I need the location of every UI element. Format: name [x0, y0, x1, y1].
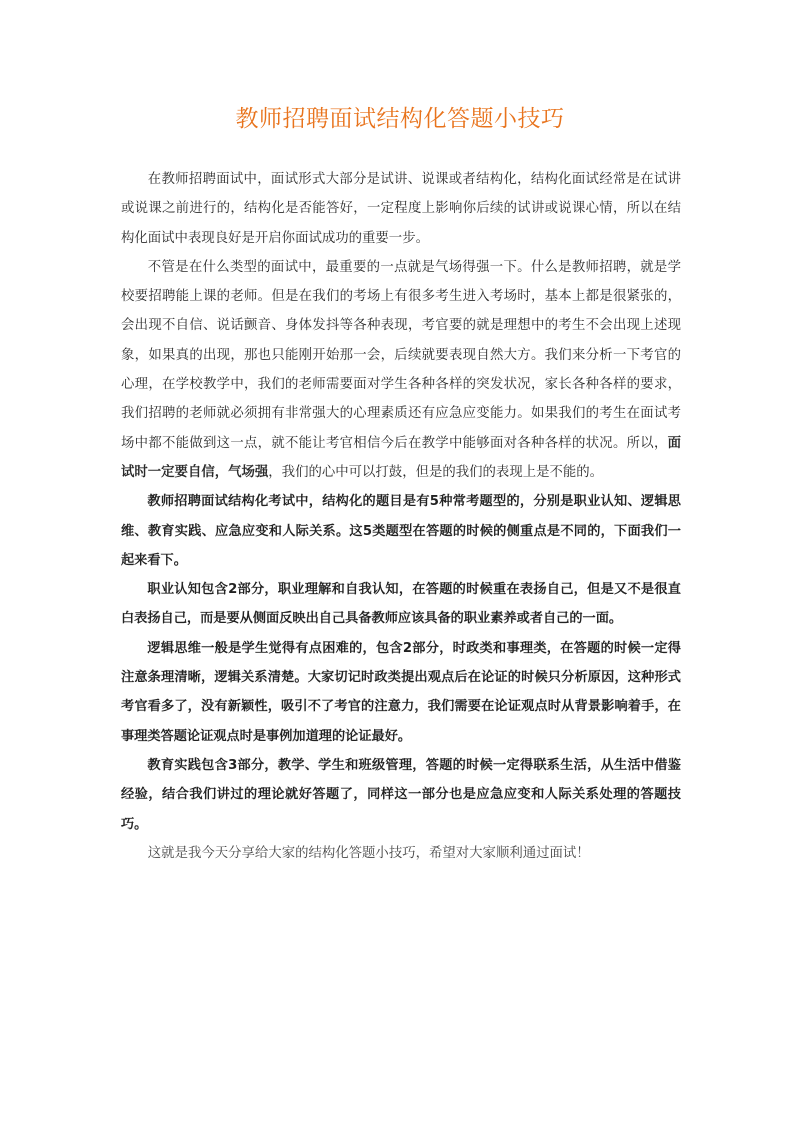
- paragraph-closing: 这就是我今天分享给大家的结构化答题小技巧，希望对大家顺利通过面试！: [147, 845, 590, 861]
- paragraph-career-cognition: 职业认知包含2部分，职业理解和自我认知，在答题的时候重在表扬自己，但是又不是很直白表扬自己，而是要从侧面反映出自己具备教师应该具备的职业素养或者自己的一面。: [121, 582, 681, 627]
- paragraph-confidence-text: 不管是在什么类型的面试中，最重要的一点就是气场得强一下。什么是教师招聘，就是学校要招聘能上课的老师。但是在我们的考场上有很多考生进入考场时，基本上都是很紧张的，会出现不自信、说话颤音、身体发抖等各种表现，考官要的就是理想中的考生不会出现上述现象，如果真的出现，那也只能刚开始那一会，后续就要表现自然大方。我们来分析一下考官的心理，在学校教学中，我们的老师需要面对学生各种各样的突发状况，家长各种各样的要求，我们招聘的老师就必须拥有非常强大的心理素质还有应急应变能力。如果我们的考生在面试考场中都不能做到这一点，就不能让考官相信今后在教学中能够面对各种各样的状况。所以，: [121, 259, 681, 451]
- paragraph-question-types: 教师招聘面试结构化考试中，结构化的题目是有5种常考题型的，分别是职业认知、逻辑思维、教育实践、应急应变和人际关系。这5类题型在答题的时候的侧重点是不同的，下面我们一起来看下。: [121, 494, 681, 568]
- paragraph-logical-thinking: 逻辑思维一般是学生觉得有点困难的，包含2部分，时政类和事理类，在答题的时候一定得注意条理清晰，逻辑关系清楚。大家切记时政类提出观点后在论证的时候只分析原因，这种形式考官看多了，没有新颖性，吸引不了考官的注意力，我们需要在论证观点时从背景影响着手，在事理类答题论证观点时是事例加道理的论证最好。: [121, 640, 681, 744]
- document-title: 教师招聘面试结构化答题小技巧: [235, 106, 565, 132]
- paragraph-education-practice: 教育实践包含3部分，教学、学生和班级管理，答题的时候一定得联系生活，从生活中借鉴经验，结合我们讲过的理论就好答题了，同样这一部分也是应急应变和人际关系处理的答题技巧。: [121, 757, 681, 832]
- document-body: [121, 165, 681, 868]
- paragraph-confidence: [121, 253, 681, 487]
- paragraph-intro: 在教师招聘面试中，面试形式大部分是试讲、说课或者结构化，结构化面试经常是在试讲或说课之前进行的，结构化是否能答好，一定程度上影响你后续的试讲或说课心情，所以在结构化面试中表现良好是开启你面试成功的重要一步。: [121, 172, 681, 246]
- paragraph-confidence-emphasis: 面试时一定要自信，气场强: [121, 435, 681, 480]
- paragraph-confidence-tail: ，我们的心中可以打鼓，但是的我们的表现上是不能的。: [268, 464, 604, 480]
